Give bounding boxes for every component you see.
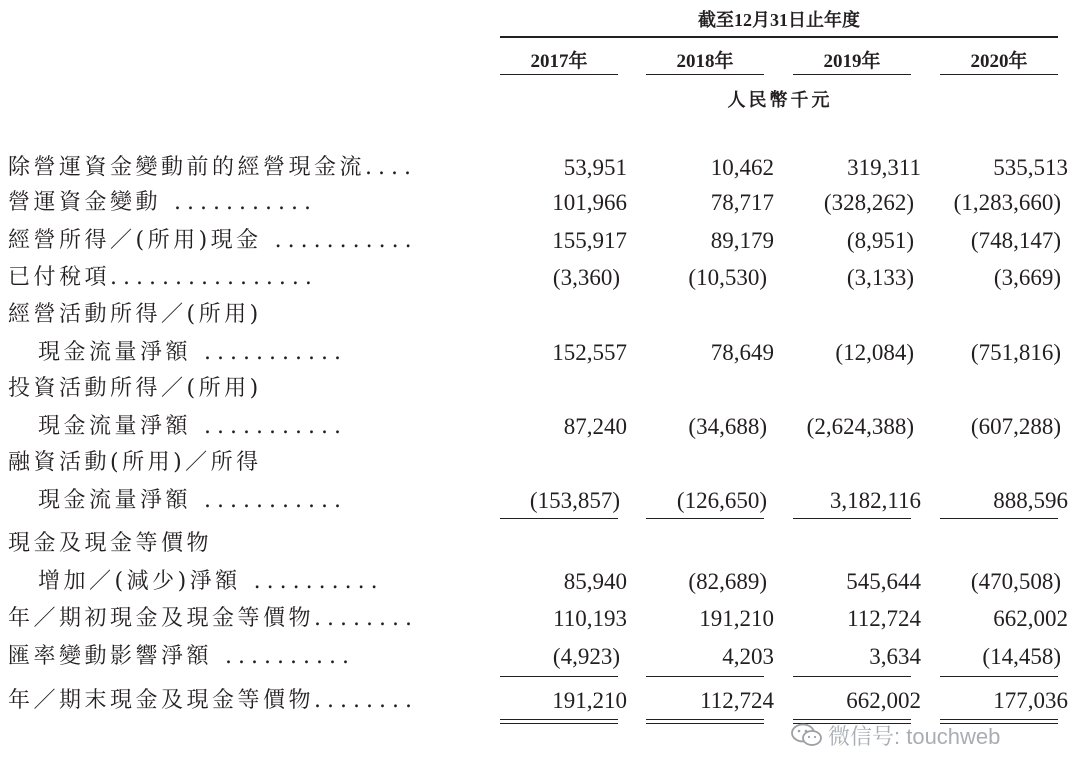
value-2020: (3,669) <box>993 265 1061 290</box>
value-2018: 112,724 <box>700 688 774 713</box>
row-group-label: 現金及現金等價物 <box>8 531 213 556</box>
value-2018: 78,717 <box>710 190 774 215</box>
row-label: 除營運資金變動前的經營現金流.... <box>8 155 417 180</box>
value-2017: 191,210 <box>552 688 627 713</box>
year-rule <box>500 74 618 75</box>
value-2019: (12,084) <box>835 340 914 365</box>
value-2020: (470,508) <box>970 569 1061 594</box>
value-2020: 888,596 <box>993 488 1068 513</box>
total-rule <box>940 676 1058 677</box>
value-2020: 177,036 <box>993 688 1068 713</box>
year-2020: 2020年 <box>970 51 1028 72</box>
value-2017: 101,966 <box>552 190 627 215</box>
watermark-text: 微信号: touchweb <box>828 724 1001 749</box>
value-2019: (3,133) <box>846 265 914 290</box>
value-2020: (751,816) <box>970 340 1061 365</box>
subtotal-rule <box>793 518 911 519</box>
value-2017: (153,857) <box>529 488 620 513</box>
value-2017: 87,240 <box>563 414 627 439</box>
year-2018: 2018年 <box>676 51 734 72</box>
year-2017: 2017年 <box>530 51 588 72</box>
value-2017: 85,940 <box>563 569 627 594</box>
double-underline <box>500 719 618 724</box>
row-group-label: 投資活動所得／(所用) <box>8 376 262 401</box>
row-label: 增加／(減少)淨額 .......... <box>38 569 384 594</box>
year-2019: 2019年 <box>823 51 881 72</box>
subtotal-rule <box>646 518 764 519</box>
value-2018: 191,210 <box>699 606 774 631</box>
year-rule <box>940 74 1058 75</box>
header-rule <box>500 36 1058 38</box>
value-2019: 3,634 <box>869 644 921 669</box>
year-rule <box>793 74 911 75</box>
value-2020: 662,002 <box>993 606 1068 631</box>
row-label: 現金流量淨額 ........... <box>38 340 347 365</box>
row-label: 現金流量淨額 ........... <box>38 488 347 513</box>
value-2020: (14,458) <box>982 644 1061 669</box>
row-label: 匯率變動影響淨額 .......... <box>8 644 355 669</box>
value-2018: 4,203 <box>722 644 774 669</box>
value-2018: 10,462 <box>710 155 774 180</box>
value-2018: (10,530) <box>688 265 767 290</box>
value-2019: 112,724 <box>847 606 921 631</box>
row-label: 年／期末現金及現金等價物........ <box>8 688 418 713</box>
value-2020: (1,283,660) <box>953 190 1061 215</box>
value-2020: (607,288) <box>970 414 1061 439</box>
total-rule <box>500 676 618 677</box>
row-label: 現金流量淨額 ........... <box>38 414 347 439</box>
value-2018: (82,689) <box>688 569 767 594</box>
year-rule <box>646 74 764 75</box>
value-2020: (748,147) <box>970 228 1061 253</box>
row-label: 已付稅項................ <box>8 265 318 290</box>
value-2017: 53,951 <box>563 155 627 180</box>
total-rule <box>646 676 764 677</box>
row-label: 營運資金變動 ........... <box>8 190 317 215</box>
subtotal-rule <box>940 518 1058 519</box>
value-2019: (8,951) <box>846 228 914 253</box>
period-caption: 截至12月31日止年度 <box>698 10 860 30</box>
value-2017: (4,923) <box>552 644 620 669</box>
value-2019: (328,262) <box>823 190 914 215</box>
value-2019: 319,311 <box>847 155 921 180</box>
value-2019: 3,182,116 <box>829 488 921 513</box>
value-2019: 545,644 <box>846 569 921 594</box>
value-2018: (126,650) <box>676 488 767 513</box>
value-2017: 152,557 <box>552 340 627 365</box>
row-group-label: 融資活動(所用)／所得 <box>8 450 262 475</box>
wechat-icon <box>790 722 824 748</box>
subtotal-rule <box>500 518 618 519</box>
total-rule <box>793 676 911 677</box>
row-label: 年／期初現金及現金等價物........ <box>8 606 418 631</box>
double-underline <box>646 719 764 724</box>
value-2018: 78,649 <box>710 340 774 365</box>
value-2018: 89,179 <box>710 228 774 253</box>
value-2018: (34,688) <box>688 414 767 439</box>
value-2020: 535,513 <box>993 155 1068 180</box>
value-2019: (2,624,388) <box>806 414 914 439</box>
row-group-label: 經營活動所得／(所用) <box>8 302 262 327</box>
value-2017: 110,193 <box>553 606 627 631</box>
row-label: 經營所得／(所用)現金 ........... <box>8 228 418 253</box>
value-2017: 155,917 <box>552 228 627 253</box>
value-2017: (3,360) <box>552 265 620 290</box>
value-2019: 662,002 <box>846 688 921 713</box>
currency-unit: 人民幣千元 <box>727 90 833 111</box>
